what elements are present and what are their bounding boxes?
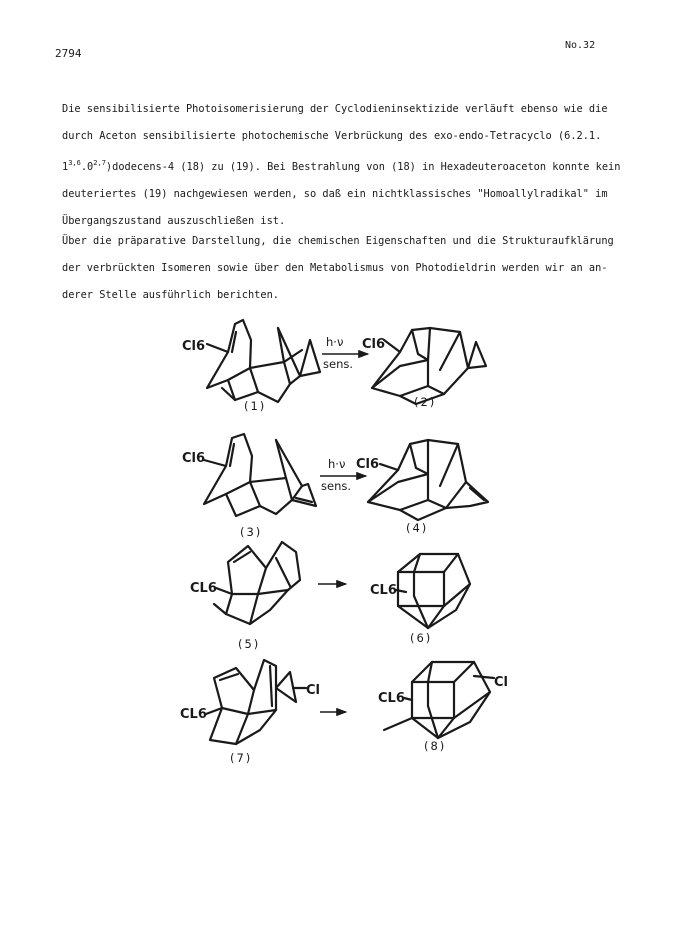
compound-label-3: (3) (240, 525, 263, 539)
structure-8 (378, 662, 508, 738)
structure-6-substituent: CL6 (370, 583, 397, 598)
compound-label-2: (2) (414, 395, 437, 409)
compound-label-6: (6) (410, 631, 433, 645)
structure-2-substituent: Cl6 (362, 337, 386, 352)
structure-4-substituent: Cl6 (356, 457, 380, 472)
structure-7 (180, 660, 320, 744)
text-line: Über die präparative Darstellung, die chemischen Eigenschaften und die Strukturaufklärung (62, 235, 614, 247)
svg-text:h·ν: h·ν (326, 335, 344, 349)
compound-label-4: (4) (406, 521, 429, 535)
text-line: deuteriertes (19) nachgewiesen werden, so daß ein nichtklassisches "Homoallylradikal" im (62, 188, 608, 200)
journal-issue: No.32 (565, 40, 596, 51)
structure-2 (362, 328, 486, 404)
paragraph-1 (62, 96, 622, 235)
structure-1 (182, 320, 320, 402)
text-line: derer Stelle ausführlich berichten. (62, 289, 279, 301)
structure-6 (370, 554, 470, 628)
compound-label-5: (5) (238, 637, 261, 651)
structure-3-substituent: Cl6 (182, 451, 206, 466)
text-line: durch Aceton sensibilisierte photochemische Verbrückung des exo-endo-Tetracyclo (6.2.1. (62, 130, 602, 142)
structure-5-substituent: CL6 (190, 581, 217, 596)
compound-label-8: (8) (424, 739, 447, 753)
structure-4 (356, 440, 488, 520)
structure-8-substituent: CL6 (378, 691, 405, 706)
text-line: Die sensibilisierte Photoisomerisierung der Cyclodieninsektizide verläuft ebenso wie die (62, 103, 608, 115)
compound-label-7: (7) (230, 751, 253, 765)
svg-text:sens.: sens. (323, 357, 354, 371)
text-line: Übergangszustand auszuschließen ist. (62, 215, 286, 227)
structure-7-substituent: CL6 (180, 707, 207, 722)
paragraph-2 (62, 228, 622, 309)
structure-5 (190, 542, 300, 624)
compound-label-1: (1) (244, 399, 267, 413)
structure-3 (182, 434, 316, 516)
svg-text:sens.: sens. (321, 479, 352, 493)
text-line: 1$^{3,6}$.0$^{2,7}$)dodecens-4 (18) zu (19). Bei Bestrahlung von (18) in Hexadeuteroaceton konnte kein (62, 159, 621, 173)
text-line: der verbrückten Isomeren sowie über den Metabolismus von Photodieldrin werden wir an an- (62, 262, 608, 274)
svg-text:h·ν: h·ν (328, 457, 346, 471)
page-number: 2794 (55, 47, 82, 60)
structure-1-substituent: Cl6 (182, 339, 206, 354)
structure-7-chlorine: Cl (306, 683, 320, 698)
reaction-scheme (0, 310, 680, 770)
structure-8-chlorine: Cl (494, 675, 508, 690)
